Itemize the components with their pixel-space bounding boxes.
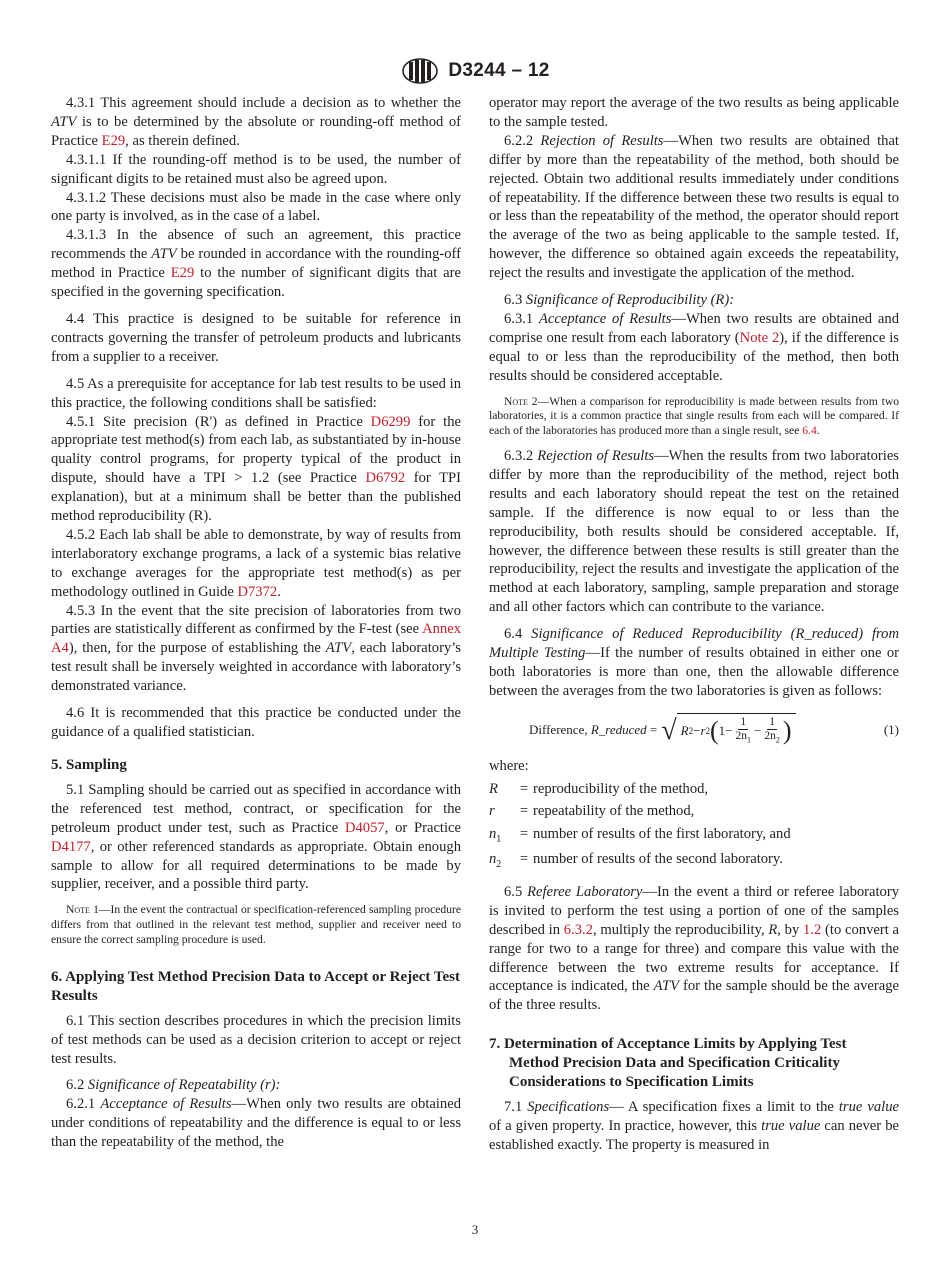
left-column	[51, 94, 461, 1152]
definition-row: R = reproducibility of the method,	[489, 780, 709, 797]
para-4-4: 4.4 This practice is designed to be suitable for reference in contracts governing the transfer of petroleum products and lubricants from a supplier to a receiver.	[51, 310, 461, 365]
equation-number: (1)	[883, 722, 899, 738]
para-6-4: 6.4 Significance of Reduced Reproducibility (R_reduced) from Multiple Testing—If the number of results obtained in either one or both laboratories is more than one, then the allowable difference between the averages from the two laboratories is given as follows:	[489, 626, 900, 699]
para-6-3-2: 6.3.2 Rejection of Results—When the results from two laboratories differ by more than the reproducibility of the method, reject both results and each laboratory should repeat the test on the retained sample. If the difference is now equal to or less than the reproducibility, both results should be considered acceptable. If, however, the difference between these results is still greater than the reproducibility, reject the results and investigate the application of the method at each laboratory, sampling, sample preparation and storage and all other factors which can contribute to the variance.	[489, 447, 899, 616]
link-e29[interactable]: E29	[170, 265, 195, 282]
para-4-3-1-2: 4.3.1.2 These decisions must also be made in the case where only one party is involved, as in the case of a label.	[51, 189, 461, 225]
para-6-1: 6.1 This section describes procedures in which the precision limits of test methods can be used as a decision criterion to accept or reject test results.	[51, 1012, 461, 1067]
link-e29[interactable]: E29	[101, 132, 126, 149]
para-6-2: 6.2 Significance of Repeatability (r):	[66, 1077, 281, 1094]
definition-row: $n_1$ = number of results of the first laboratory, and	[489, 826, 791, 846]
definition-row: r = repeatability of the method,	[489, 803, 695, 820]
note-2: Note 2—When a comparison for reproducibility is made between results from two laboratories, it is a common practice that single results from each will be compared. If each of the laboratories has produced more than a single result, see 6.4.	[489, 394, 900, 438]
square-root: √ R 2 − r 2 ( 1 − $\frac{1}{2n_1}$ − $\frac{1}{2n_2}$ )	[661, 713, 795, 749]
variable-definitions	[489, 780, 899, 875]
para-4-5-3: 4.5.3 In the event that the site precision of laboratories from two parties are statistically different as confirmed by the F-test (see Annex A4), then, for the purpose of establishing the ATV, each laboratory’s test result shall be inversely weighted in accordance with laboratory’s demonstrated variance.	[51, 602, 461, 695]
para-7-1: 7.1 Specifications— A specification fixes a limit to the true value of a given property. In practice, however, this true value can never be established exactly. The property is measured in	[489, 1099, 899, 1154]
equation-1: Difference, R_reduced = √ R 2 − r 2 ( 1 − $\frac{1}{2n_1}$ − $\frac{1}{2n_2}$ ) (1)	[489, 711, 899, 751]
link-6-4[interactable]: 6.4	[802, 424, 817, 438]
para-4-3-1-3: 4.3.1.3 In the absence of such an agreement, this practice recommends the ATV be rounded in accordance with the rounding-off method in Practice E29 to the number of significant digits that are specified in the governing specification.	[51, 227, 461, 301]
para-6-3-1: 6.3.1 Acceptance of Results—When two results are obtained and comprise one result from each laboratory (Note 2), if the difference is equal to or less than the reproducibility of the method, then both results should be considered acceptable.	[489, 310, 899, 384]
para-6-2-1-continued: operator may report the average of the two results as being applicable to the sample tested.	[489, 95, 899, 130]
link-note-2[interactable]: Note 2	[739, 329, 780, 346]
heading-section-7: 7. Determination of Acceptance Limits by Applying Test Method Precision Data and Specification Criticality Considerations to Specification Limits	[489, 1036, 847, 1091]
para-4-3-1-1: 4.3.1.1 If the rounding-off method is to be used, the number of significant digits to be retained must also be agreed upon.	[51, 151, 461, 187]
para-6-2-1: 6.2.1 Acceptance of Results—When only two results are obtained under conditions of repeatability and the difference is equal to or less than the repeatability of the method, the	[51, 1096, 461, 1151]
link-d6299[interactable]: D6299	[370, 413, 411, 430]
para-4-3-1: 4.3.1 This agreement should include a decision as to whether the ATV is to be determined by the absolute or rounding-off method of Practice E29, as therein defined.	[51, 95, 461, 149]
para-6-5: 6.5 Referee Laboratory—In the event a third or referee laboratory is invited to perform the test using a portion of one of the samples described in 6.3.2, multiply the reproducibility, R, by 1.2 (to convert a range for two to a range for three) and compare this value with the difference between the two extreme results for acceptance. If acceptance is indicated, the ATV for the sample should be the average of the three results.	[489, 883, 900, 1014]
page-number: 3	[471, 1222, 479, 1237]
link-d6792[interactable]: D6792	[365, 470, 406, 487]
para-5-1: 5.1 Sampling should be carried out as specified in accordance with the referenced test method, contract, or specification for the petroleum product under test, such as Practice D4057, or Practice D4177, or other referenced standards as appropriate. Obtain enough sample to allow for all required determinations to be made by supplier, receiver, and a possible third party.	[51, 781, 461, 893]
link-1-2[interactable]: 1.2	[803, 921, 822, 938]
link-6-3-2[interactable]: 6.3.2	[563, 921, 593, 938]
link-annex-a4[interactable]: Annex A4	[51, 621, 461, 657]
para-6-2-2: 6.2.2 Rejection of Results—When two results are obtained that differ by more than the repeatability of the method, both should be rejected. Obtain two additional results immediately under conditions of repeatability. If the difference between these two results is equal to or less than the repeatability of the method, the operator should report the average of the two as being applicable to the sample tested. If, however, the difference so obtained again exceeds the repeatability, reject the results and investigate the application of the method.	[489, 132, 899, 282]
heading-section-5: 5. Sampling	[51, 756, 127, 773]
link-d4177[interactable]: D4177	[51, 838, 91, 855]
para-4-5-2: 4.5.2 Each lab shall be able to demonstrate, by way of results from interlaboratory exchange programs, a lack of a systemic bias relative to exchange averages for the appropriate test method(s) as per methodology outlined in Guide D7372.	[51, 526, 461, 600]
para-4-6: 4.6 It is recommended that this practice be conducted under the guidance of a qualified statistician.	[51, 705, 461, 740]
where-label: where:	[489, 757, 529, 774]
para-6-3: 6.3 Significance of Reproducibility (R):	[504, 292, 735, 309]
document-id: D3244 – 12	[448, 60, 550, 81]
note-1: Note 1—In the event the contractual or specification-referenced sampling procedure differs from that outlined in the relevant test method, supplier and receiver need to ensure the correct sampling procedure is used.	[51, 903, 461, 946]
right-column	[489, 94, 899, 1155]
link-d7372[interactable]: D7372	[237, 583, 278, 600]
heading-section-6: 6. Applying Test Method Precision Data to Accept or Reject Test Results	[51, 968, 461, 1004]
page-header	[0, 56, 950, 86]
astm-logo-icon	[400, 56, 440, 86]
para-4-5: 4.5 As a prerequisite for acceptance for lab test results to be used in this practice, the following conditions shall be satisfied:	[51, 375, 461, 411]
para-4-5-1: 4.5.1 Site precision (R') as defined in Practice D6299 for the appropriate test method(s) from each lab, as substantiated by in-house quality control programs, for property typical of the product in dispute, should have a TPI > 1.2 (see Practice D6792 for TPI explanation), but at a minimum shall be better than the published method reproducibility (R).	[51, 413, 461, 525]
link-d4057[interactable]: D4057	[344, 819, 385, 836]
definition-row: $n_2$ = number of results of the second laboratory.	[489, 851, 783, 871]
